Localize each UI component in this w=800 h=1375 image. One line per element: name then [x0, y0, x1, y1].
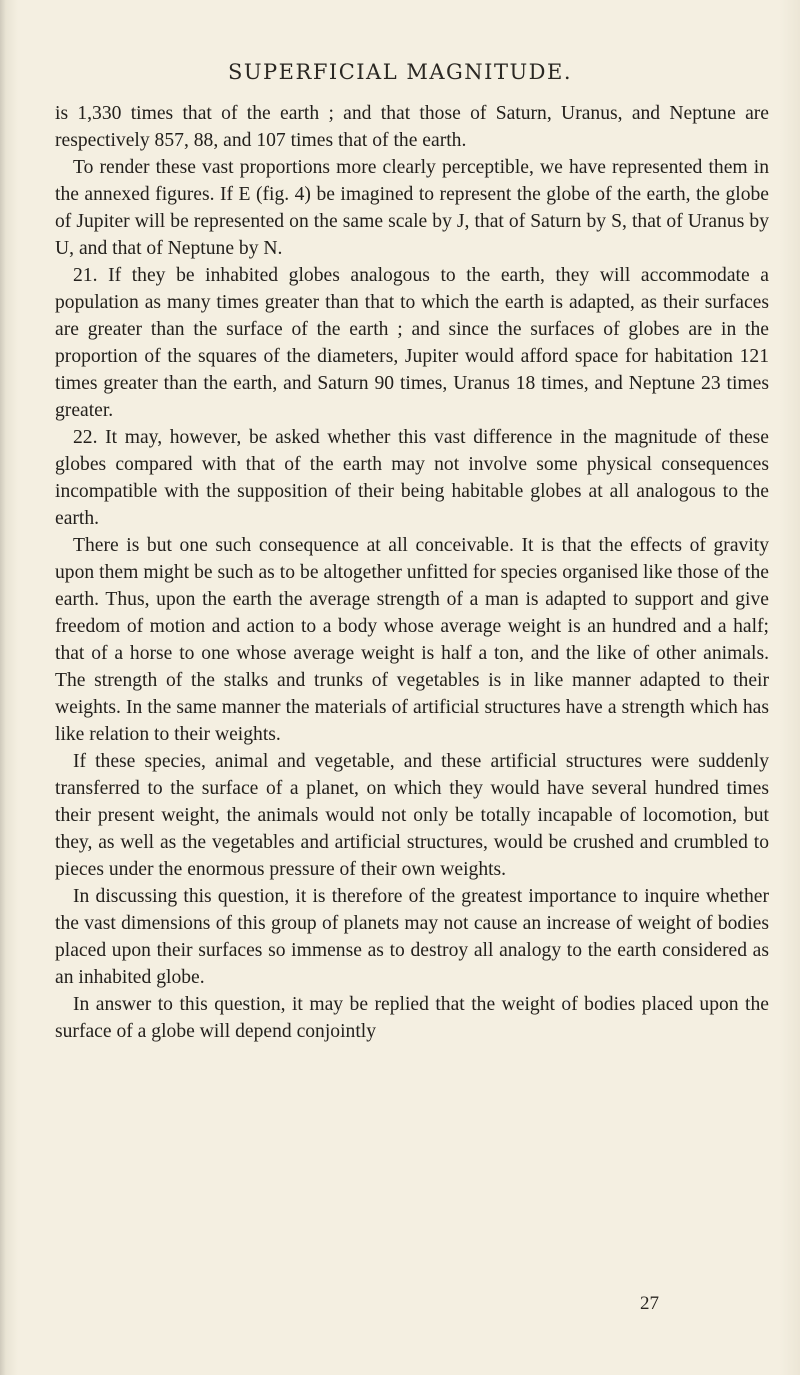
paragraph-species: If these species, animal and vegetable, and these artificial structures were suddenly transferred to the surface of a planet, on which they would have several hundred times their present weight, the animals would not only be totally incapable of locomotion, but they, as well as the vegetables and artificial structures, would be crushed and crumbled to pieces under the enormous pressure of their own weights.	[55, 751, 769, 880]
paragraph-21: 21. If they be inhabited globes analogous to the earth, they will accommodate a population as many times greater than that to which the earth is adapted, as their surfaces are greater than the surface of the earth ; and since the surfaces of globes are in the proportion of the squares of the diameters, Jupiter would afford space for habitation 121 times greater than the earth, and Saturn 90 times, Uranus 18 times, and Neptune 23 times greater.	[55, 265, 769, 421]
running-header: SUPERFICIAL MAGNITUDE.	[227, 60, 573, 84]
paragraph-discussing: In discussing this question, it is therefore of the greatest importance to inquire whether the vast dimensions of this group of planets may not cause an increase of weight of bodies placed upon their surfaces so immense as to destroy all analogy to the earth considered as an inhabited globe.	[55, 886, 769, 988]
paragraph-continuation: is 1,330 times that of the earth ; and that those of Saturn, Uranus, and Neptune are respectively 857, 88, and 107 times that of the earth.	[55, 103, 769, 151]
paragraph-gravity: There is but one such consequence at all conceivable. It is that the effects of gravity upon them might be such as to be altogether unfitted for species organised like those of the earth. Thus, upon the earth the average strength of a man is adapted to support and give freedom of motion and action to a body whose average weight is an hundred and a half; that of a horse to one whose average weight is half a ton, and the like of other animals. The strength of the stalks and trunks of vegetables is in like manner adapted to their weights. In the same manner the materials of artificial structures have a strength which has like relation to their weights.	[55, 535, 769, 745]
page-number: 27	[640, 1293, 659, 1314]
paragraph-figures: To render these vast proportions more clearly perceptible, we have represented them in the annexed figures. If E (fig. 4) be imagined to represent the globe of the earth, the globe of Jupiter will be represented on the same scale by J, that of Saturn by S, that of Uranus by U, and that of Neptune by N.	[55, 157, 769, 259]
paragraph-22: 22. It may, however, be asked whether this vast difference in the magnitude of these globes compared with that of the earth may not involve some physical consequences incompatible with the supposition of their being habitable globes at all analogous to the earth.	[55, 427, 769, 529]
paragraph-answer: In answer to this question, it may be replied that the weight of bodies placed upon the surface of a globe will depend conjointly	[55, 994, 769, 1042]
page-body	[55, 100, 769, 1045]
